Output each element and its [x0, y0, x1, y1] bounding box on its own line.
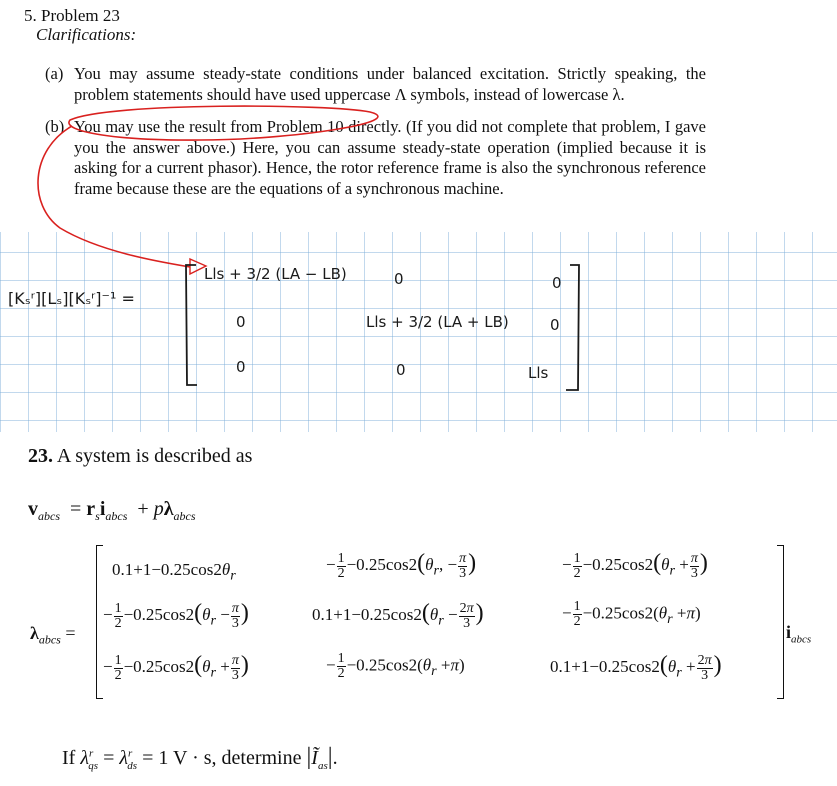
problem-statement	[28, 445, 252, 468]
matrix-cell-11: $0.1+1-0.25\cos 2\theta_r$	[112, 560, 236, 584]
hm-cell-31: 0	[236, 358, 246, 376]
matrix-left-bracket	[96, 545, 103, 699]
hm-cell-32: 0	[396, 361, 406, 379]
hm-cell-12: 0	[394, 270, 404, 288]
matrix-cell-13: − $\frac{1}{2}$ $-0.25\cos 2(\theta_r$ + $\frac{\pi}{3}$ )	[562, 550, 708, 581]
hm-cell-23: 0	[550, 316, 560, 334]
item-label: (b)	[45, 117, 65, 136]
item-text: You may use the result from Problem 10 directly. (If you did not complete that problem, I gave you the answer above.) Here, you can assume steady-state operation (implied because it is asking for a current phasor). Hence, the rotor reference frame is also the synchronous reference frame because these are the equations of a synchronous machine.	[74, 117, 706, 198]
matrix-cell-33: $0.1+1-0.25\cos 2(\theta_r$ + $\frac{2\pi}{3}$ )	[550, 652, 722, 683]
matrix-right-bracket	[777, 545, 784, 699]
hm-cell-33: Lls	[528, 364, 549, 382]
matrix-cell-12: − $\frac{1}{2}$ $-0.25\cos 2(\theta_r$, − $\frac{\pi}{3}$ )	[326, 550, 477, 581]
problem-statement-text: A system is described as	[56, 445, 253, 467]
matrix-rhs: $i_{abcs}$	[786, 622, 812, 646]
hm-cell-22: Lls + 3/2 (LA + LB)	[366, 313, 509, 331]
problem-heading: 5. Problem 23	[24, 6, 120, 25]
handwritten-lhs: [Kₛʳ][Lₛ][Kₛʳ]⁻¹ =	[8, 289, 135, 308]
matrix-cell-21: − $\frac{1}{2}$ $-0.25\cos 2(\theta_r$ − $\frac{\pi}{3}$ )	[103, 600, 249, 631]
clarifications-subheading: Clarifications:	[36, 25, 137, 44]
matrix-cell-22: $0.1+1-0.25\cos 2(\theta_r$ − $\frac{2\pi}{3}$ )	[312, 600, 484, 631]
hm-cell-21: 0	[236, 313, 246, 331]
equation-voltage: $v_{abcs} = r_si_{abcs} + p\lambda_{abcs}$	[28, 498, 196, 523]
problem-23-section	[0, 432, 837, 786]
matrix-cell-31: − $\frac{1}{2}$ $-0.25\cos 2(\theta_r$ + $\frac{\pi}{3}$ )	[103, 652, 249, 683]
item-text: You may assume steady-state conditions under balanced excitation. Strictly speaking, the problem statements should have used uppercase Λ symbols, instead of lowercase λ.	[74, 64, 706, 104]
hm-cell-11: Lls + 3/2 (LA − LB)	[204, 265, 347, 283]
question-text: If $\lambda^r_{qs} = \lambda^r_{ds} = 1$ V · s, determine $|Ĩ_{as}|$.	[62, 744, 338, 772]
item-label: (a)	[45, 64, 64, 83]
matrix-cell-32: − $\frac{1}{2}$ $-0.25\cos 2(\theta_r +\pi)$	[326, 651, 465, 681]
hm-cell-13: 0	[552, 274, 562, 292]
problem-number: 23.	[28, 445, 53, 467]
matrix-lhs: $\lambda_{abcs}$ =	[30, 623, 76, 647]
matrix-cell-23: − $\frac{1}{2}$ $-0.25\cos 2(\theta_r +\pi)$	[562, 599, 701, 629]
